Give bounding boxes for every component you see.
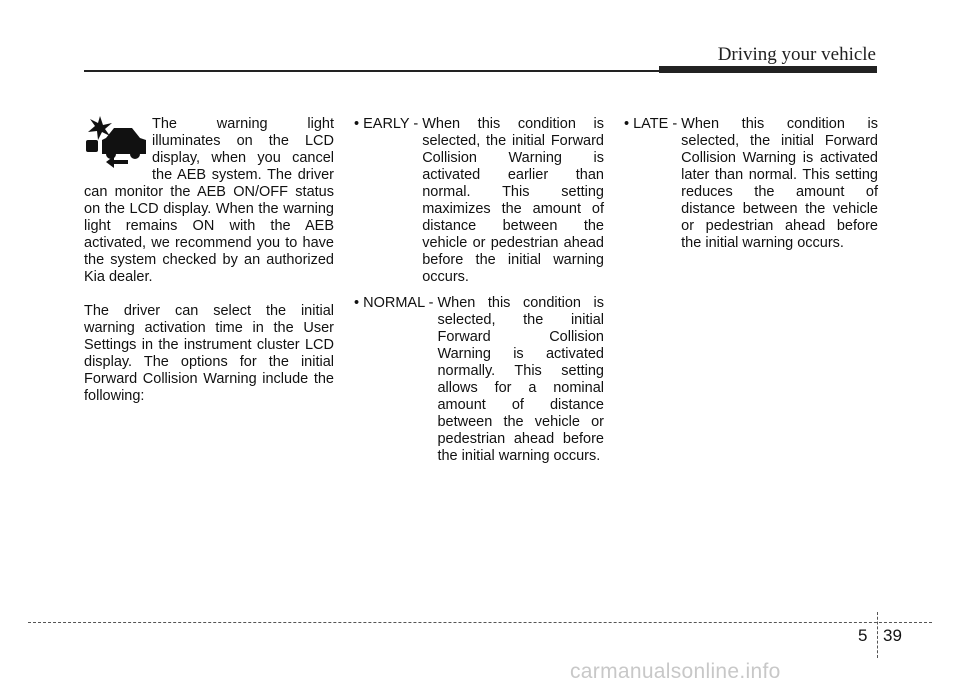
option-early xyxy=(354,116,604,286)
option-late xyxy=(624,116,878,252)
column-left xyxy=(84,116,334,405)
section-number: 5 xyxy=(858,626,868,645)
option-late-text: When this condition is selected, the initial Forward Collision Warning is activated later than normal. This setting reduces the amount of distance between the vehicle or pedestrian ahead before the initial warning occurs. xyxy=(681,116,878,251)
option-normal-label: • NORMAL - xyxy=(354,295,434,311)
watermark: carmanualsonline.info xyxy=(570,660,781,683)
option-normal xyxy=(354,295,604,465)
header-section-title: Driving your vehicle xyxy=(717,44,876,65)
option-normal-text: When this condition is selected, the initial Forward Collision Warning is activated normally. This setting allows for a nominal amount of distance between the vehicle or pedestrian ahead before the initial warning occurs. xyxy=(437,295,604,464)
footer-dashed-rule xyxy=(28,622,932,623)
page-number-divider xyxy=(877,612,878,658)
option-late-label: • LATE - xyxy=(624,116,678,132)
option-early-label: • EARLY - xyxy=(354,116,419,132)
page-number: 39 xyxy=(883,626,902,645)
header-rule xyxy=(84,70,659,72)
column-middle xyxy=(354,116,604,474)
header-bar xyxy=(659,66,877,73)
column-right xyxy=(624,116,878,261)
aeb-status-paragraph: The warning light illuminates on the LCD display, when you cancel the AEB system. The driver can monitor the AEB ON/OFF status on the LCD display. When the warning light remains ON with the AEB activated, we recommend you to have the system checked by an authorized Kia dealer. xyxy=(84,116,334,285)
warning-time-paragraph: The driver can select the initial warning activation time in the User Settings in the instrument cluster LCD display. The options for the initial Forward Collision Warning include the following: xyxy=(84,303,334,404)
aeb-warning-icon xyxy=(84,114,148,172)
option-early-text: When this condition is selected, the initial Forward Collision Warning is activated earlier than normal. This setting maximizes the amount of distance between the vehicle or pedestrian ahead before the initial warning occurs. xyxy=(422,116,604,285)
